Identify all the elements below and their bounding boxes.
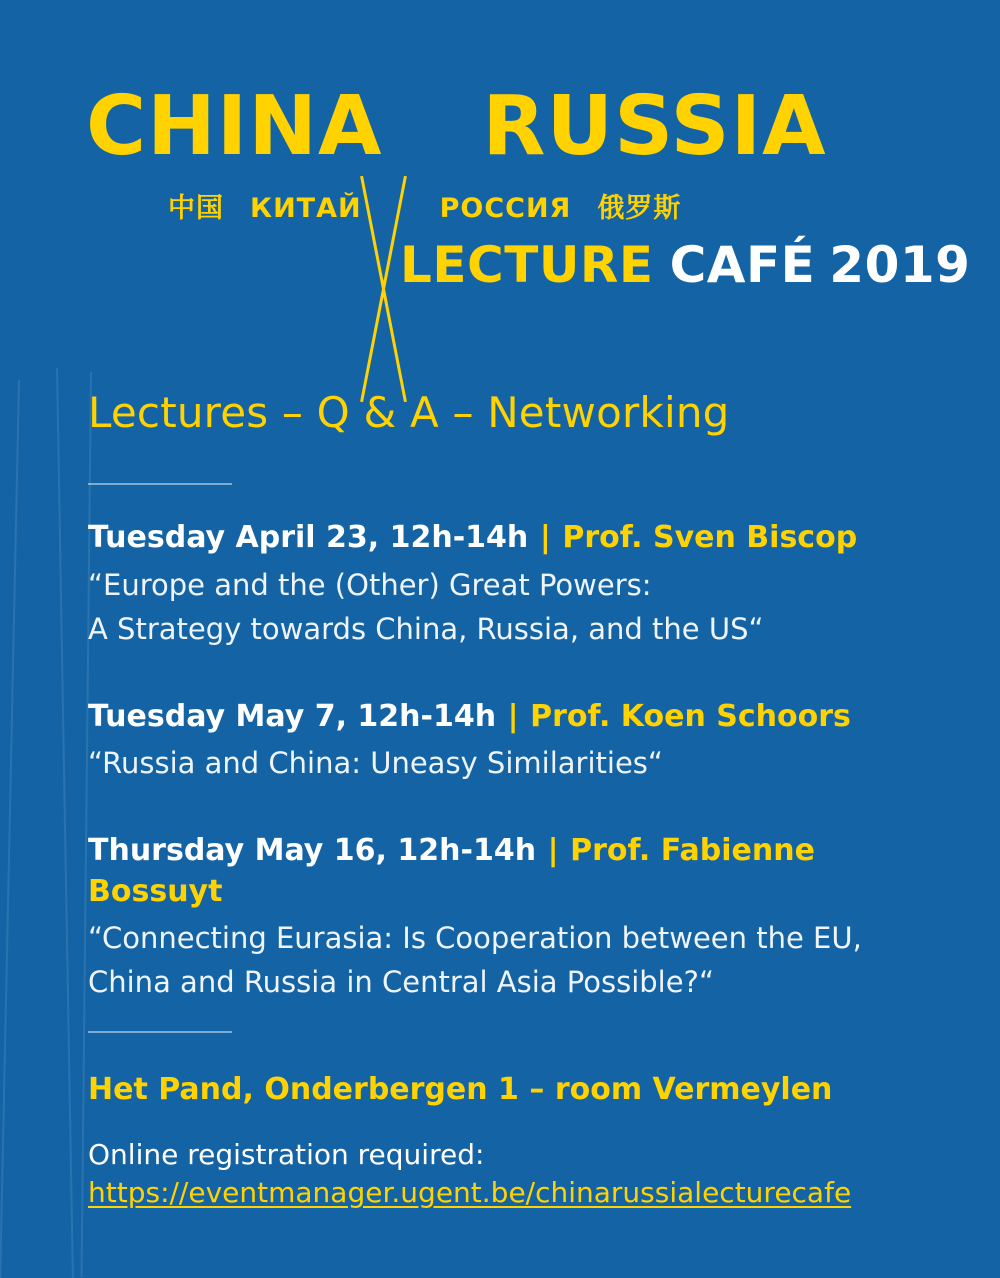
event-item: [88, 518, 948, 651]
event-separator: |: [539, 520, 551, 555]
title-row: [86, 79, 916, 174]
year-label: 2019: [829, 236, 971, 294]
subtitle-row: [168, 186, 928, 225]
event-date: Thursday May 16, 12h-14h: [88, 833, 537, 869]
event-speaker: Prof. Sven Biscop: [562, 520, 858, 555]
event-title-line-2: China and Russia in Central Asia Possible?“: [88, 965, 714, 1000]
subtitle-russia-russian: РОССИЯ: [439, 193, 572, 224]
event-separator: |: [507, 698, 519, 734]
event-item: [88, 831, 948, 1004]
event-separator: |: [547, 833, 559, 869]
registration-label: Online registration required:: [88, 1138, 485, 1171]
event-title-line-1: “Russia and China: Uneasy Similarities“: [88, 746, 663, 781]
title-russia: RUSSIA: [482, 79, 827, 174]
event-item: [88, 697, 948, 786]
decorative-line: [0, 380, 20, 1278]
lecture-cafe-row: [400, 236, 970, 294]
event-date: Tuesday April 23, 12h-14h: [88, 520, 529, 555]
event-heading: [88, 518, 948, 559]
decorative-line: [56, 368, 74, 1278]
event-heading: [88, 831, 948, 912]
cafe-word: CAFÉ: [669, 236, 816, 294]
subtitle-russia-chinese: 俄罗斯: [597, 193, 682, 224]
event-date: Tuesday May 7, 12h-14h: [88, 698, 497, 734]
venue-text: Het Pand, Onderbergen 1 – room Vermeylen: [88, 1072, 833, 1107]
tagline: Lectures – Q & A – Networking: [88, 388, 730, 437]
event-speaker: Prof. Fabienne Bossuyt: [88, 833, 815, 909]
divider-top: [88, 483, 232, 485]
title-china: CHINA: [86, 79, 383, 174]
event-heading: [88, 697, 948, 738]
event-title-line-1: “Connecting Eurasia: Is Cooperation between the EU,: [88, 921, 862, 956]
subtitle-china-russian: КИТАЙ: [250, 193, 362, 224]
event-title-line-2: A Strategy towards China, Russia, and the US“: [88, 611, 764, 646]
events-list: [88, 518, 948, 1050]
event-title-line-1: “Europe and the (Other) Great Powers:: [88, 567, 652, 602]
divider-bottom: [88, 1031, 232, 1033]
subtitle-china-chinese: 中国: [168, 193, 224, 224]
poster-header: [0, 79, 1000, 336]
event-speaker: Prof. Koen Schoors: [530, 698, 851, 734]
registration-link[interactable]: https://eventmanager.ugent.be/chinarussialecturecafe: [88, 1176, 852, 1209]
lecture-word: LECTURE: [400, 236, 654, 294]
